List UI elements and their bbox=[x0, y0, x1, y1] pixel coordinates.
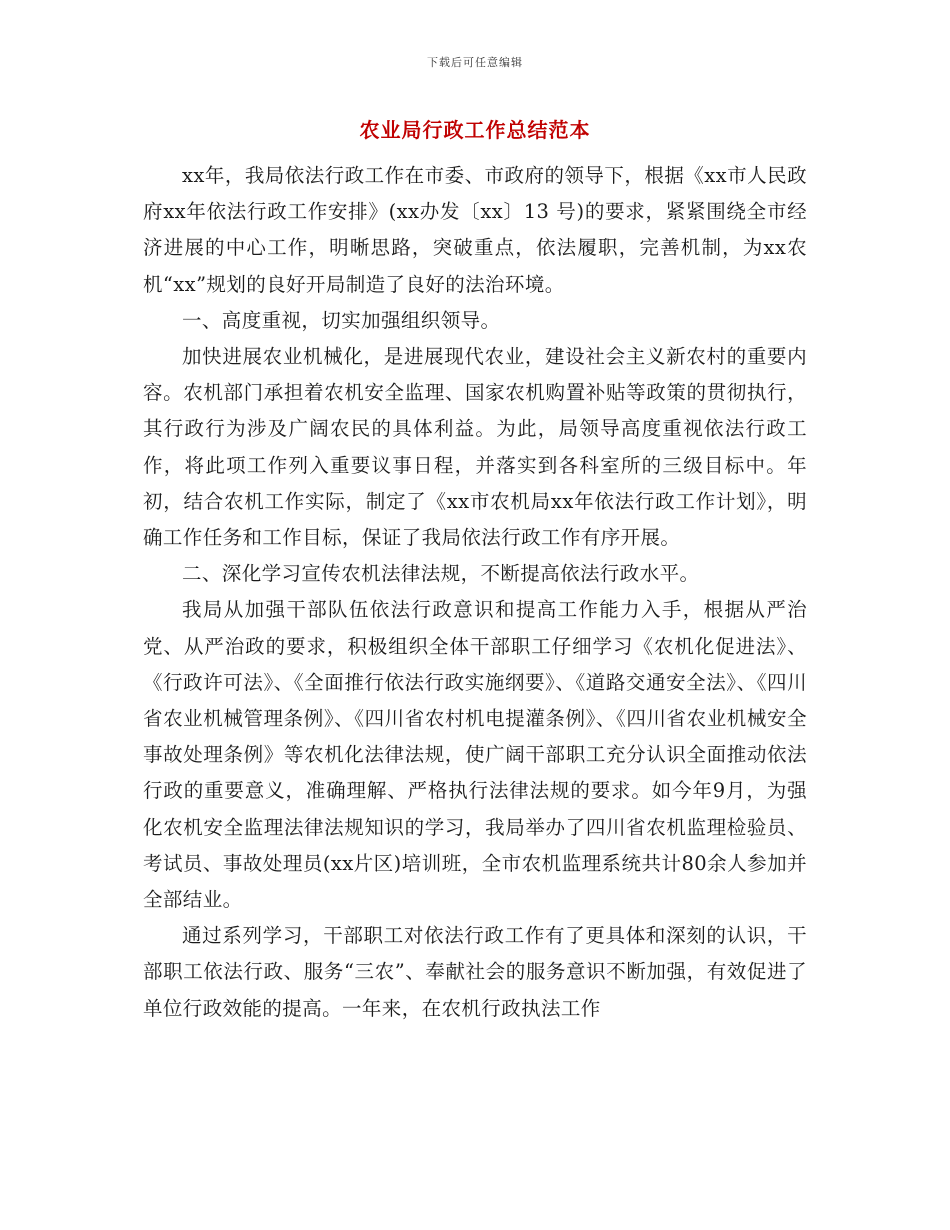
paragraph-section-1: 加快进展农业机械化，是进展现代农业，建设社会主义新农村的重要内容。农机部门承担着农机安全监理、国家农机购置补贴等政策的贯彻执行，其行政行为涉及广阔农民的具体利益。为此，局领导高度重视依法行政工作，将此项工作列入重要议事日程，并落实到各科室所的三级目标中。年初，结合农机工作实际，制定了《xx市农机局xx年依法行政工作计划》，明确工作任务和工作目标，保证了我局依法行政工作有序开展。 bbox=[143, 345, 807, 550]
document-body bbox=[143, 158, 807, 1027]
paragraph-section-2: 我局从加强干部队伍依法行政意识和提高工作能力入手，根据从严治党、从严治政的要求，积极组织全体干部职工仔细学习《农机化促进法》、《行政许可法》、《全面推行依法行政实施纲要》、《道路交通安全法》、《四川省农业机械管理条例》、《四川省农村机电提灌条例》、《四川省农业机械安全事故处理条例》等农机化法律法规，使广阔干部职工充分认识全面推动依法行政的重要意义，准确理解、严格执行法律法规的要求。如今年9月，为强化农机安全监理法律法规知识的学习，我局举办了四川省农机监理检验员、考试员、事故处理员(xx片区)培训班，全市农机监理系统共计80余人参加并全部结业。 bbox=[143, 598, 807, 912]
section-heading-2: 二、深化学习宣传农机法律法规，不断提高依法行政水平。 bbox=[182, 562, 700, 586]
document-title: 农业局行政工作总结范本 bbox=[359, 118, 591, 142]
page-header-note: 下载后可任意编辑 bbox=[427, 56, 523, 69]
paragraph-section-2-continued: 通过系列学习，干部职工对依法行政工作有了更具体和深刻的认识，干部职工依法行政、服务“三农”、奉献社会的服务意识不断加强，有效促进了单位行政效能的提高。一年来，在农机行政执法工作 bbox=[143, 924, 807, 1020]
paragraph-intro: xx年，我局依法行政工作在市委、市政府的领导下，根据《xx市人民政府xx年依法行政工作安排》(xx办发〔xx〕13 号)的要求，紧紧围绕全市经济进展的中心工作，明晰思路，突破重点，依法履职，完善机制，为xx农机“xx”规划的良好开局制造了良好的法治环境。 bbox=[143, 164, 807, 296]
section-heading-1: 一、高度重视，切实加强组织领导。 bbox=[182, 308, 501, 332]
